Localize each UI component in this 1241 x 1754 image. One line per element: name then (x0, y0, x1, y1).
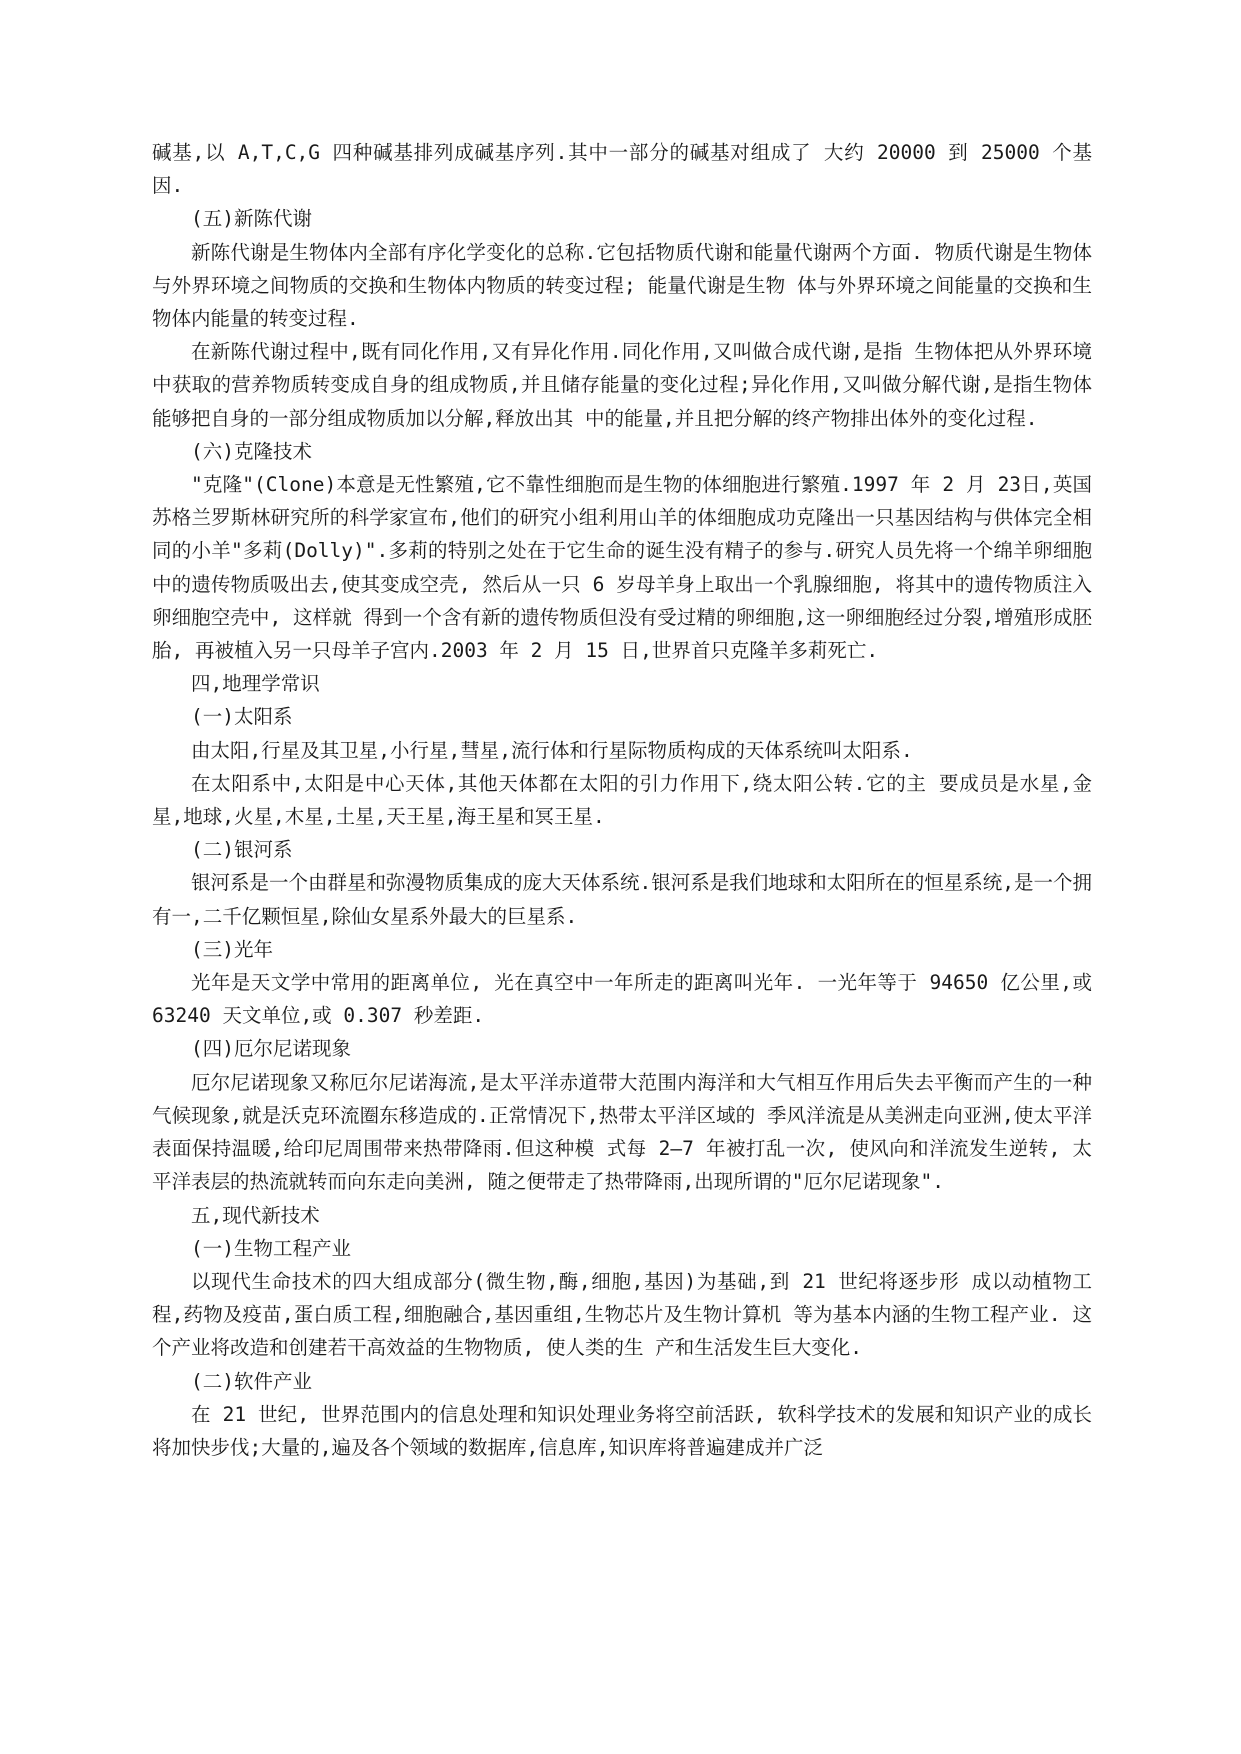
paragraph: 碱基,以 A,T,C,G 四种碱基排列成碱基序列.其中一部分的碱基对组成了 大约 20000 到 25000 个基因. (152, 141, 1092, 198)
paragraph: 在太阳系中,太阳是中心天体,其他天体都在太阳的引力作用下,绕太阳公转.它的主 要成员是水星,金星,地球,火星,木星,土星,天王星,海王星和冥王星. (152, 771, 1092, 829)
paragraph: 由太阳,行星及其卫星,小行星,彗星,流行体和行星际物质构成的天体系统叫太阳系. (191, 738, 913, 762)
section-heading: (二)软件产业 (191, 1369, 312, 1393)
paragraph: 银河系是一个由群星和弥漫物质集成的庞大天体系统.银河系是我们地球和太阳所在的恒星系统,是一个拥有一,二千亿颗恒星,除仙女星系外最大的巨星系. (152, 871, 1092, 928)
paragraph: 光年是天文学中常用的距离单位, 光在真空中一年所走的距离叫光年. 一光年等于 94650 亿公里,或 63240 天文单位,或 0.307 秒差距. (152, 971, 1092, 1028)
section-heading: (五)新陈代谢 (191, 207, 312, 231)
section-heading: (三)光年 (191, 937, 273, 961)
paragraph: 在新陈代谢过程中,既有同化作用,又有异化作用.同化作用,又叫做合成代谢,是指 生物体把从外界环境中获取的营养物质转变成自身的组成物质,并且储存能量的变化过程;异化作用,又叫做分解代谢,是指生物体能够把自身的一部分组成物质加以分解,释放出其 中的能量,并且把分解的终产物排出体外的变化过程. (152, 340, 1092, 430)
paragraph: 厄尔尼诺现象又称厄尔尼诺海流,是太平洋赤道带大范围内海洋和大气相互作用后失去平衡而产生的一种气候现象,就是沃克环流圈东移造成的.正常情况下,热带太平洋区域的 季风洋流是从美洲走向亚洲,使太平洋表面保持温暖,给印尼周围带来热带降雨.但这种模 式每 2—7 年被打乱一次, 使风向和洋流发生逆转, 太平洋表层的热流就转而向东走向美洲, 随之便带走了热带降雨,出现所谓的"厄尔尼诺现象". (152, 1070, 1092, 1194)
paragraph: 在 21 世纪, 世界范围内的信息处理和知识处理业务将空前活跃, 软科学技术的发展和知识产业的成长将加快步伐;大量的,遍及各个领域的数据库,信息库,知识库将普遍建成并广泛 (152, 1402, 1092, 1459)
section-heading: (四)厄尔尼诺现象 (191, 1037, 351, 1061)
section-heading: (一)生物工程产业 (191, 1236, 351, 1260)
section-heading: (二)银河系 (191, 838, 293, 862)
chapter-heading: 五,现代新技术 (191, 1203, 320, 1227)
document-page (152, 136, 1092, 1464)
paragraph: 新陈代谢是生物体内全部有序化学变化的总称.它包括物质代谢和能量代谢两个方面. 物质代谢是生物体与外界环境之间物质的交换和生物体内物质的转变过程; 能量代谢是生物 体与外界环境之间能量的交换和生物体内能量的转变过程. (152, 240, 1092, 331)
paragraph: 以现代生命技术的四大组成部分(微生物,酶,细胞,基因)为基础,到 21 世纪将逐步形 成以动植物工程,药物及疫苗,蛋白质工程,细胞融合,基因重组,生物芯片及生物计算机 等为基本内涵的生物工程产业. 这个产业将改造和创建若干高效益的生物物质, 使人类的生 产和生活发生巨大变化. (152, 1269, 1092, 1360)
paragraph: "克隆"(Clone)本意是无性繁殖,它不靠性细胞而是生物的体细胞进行繁殖.1997 年 2 月 23日,英国苏格兰罗斯林研究所的科学家宣布,他们的研究小组利用山羊的体细胞成功克隆出一只基因结构与供体完全相同的小羊"多莉(Dolly)".多莉的特别之处在于它生命的诞生没有精子的参与.研究人员先将一个绵羊卵细胞中的遗传物质吸出去,使其变成空壳, 然后从一只 6 岁母羊身上取出一个乳腺细胞, 将其中的遗传物质注入卵细胞空壳中, 这样就 得到一个含有新的遗传物质但没有受过精的卵细胞,这一卵细胞经过分裂,增殖形成胚胎, 再被植入另一只母羊子宫内.2003 年 2 月 15 日,世界首只克隆羊多莉死亡. (152, 473, 1092, 663)
chapter-heading: 四,地理学常识 (191, 672, 320, 696)
section-heading: (六)克隆技术 (191, 439, 312, 463)
section-heading: (一)太阳系 (191, 705, 293, 729)
